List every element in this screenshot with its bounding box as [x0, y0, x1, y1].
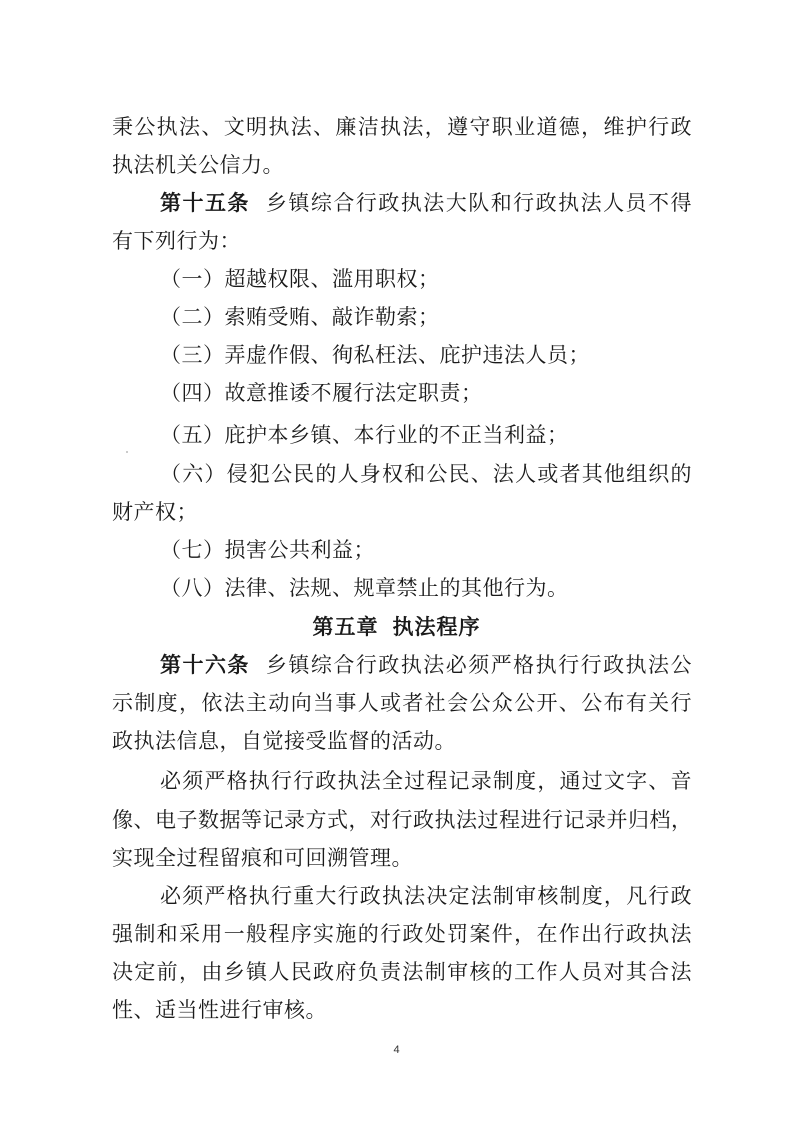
- paragraph-line: 有下列行为：: [112, 229, 241, 253]
- paragraph-line: 示制度，依法主动向当事人或者社会公众公开、公布有关行: [112, 691, 692, 715]
- list-item-continued: 财产权；: [112, 500, 198, 524]
- list-item: （二）索贿受贿、敲诈勒索；: [160, 305, 440, 329]
- paragraph-line: 政执法信息，自觉接受监督的活动。: [112, 729, 456, 753]
- paragraph-line: 执法机关公信力。: [112, 153, 284, 177]
- paragraph-line: 实现全过程留痕和可回溯管理。: [112, 846, 413, 870]
- article-16-line: [160, 650, 692, 680]
- article-number: 第十六条: [160, 653, 250, 677]
- paragraph-line: 必须严格执行重大行政执法决定法制审核制度，凡行政: [160, 884, 692, 908]
- paragraph-line: 必须严格执行行政执法全过程记录制度，通过文字、音: [160, 769, 692, 793]
- article-number: 第十五条: [160, 191, 250, 215]
- chapter-heading: [0, 612, 793, 642]
- list-item: （五）庇护本乡镇、本行业的不正当利益；: [160, 423, 569, 447]
- article-text: 乡镇综合行政执法大队和行政执法人员不得: [265, 191, 693, 215]
- page-number: 4: [393, 1044, 400, 1056]
- list-item: （三）弄虚作假、徇私枉法、庇护违法人员；: [160, 343, 590, 367]
- paragraph-line: 强制和采用一般程序实施的行政处罚案件，在作出行政执法: [112, 922, 692, 946]
- chapter-number: 第五章: [312, 615, 379, 639]
- list-item: （一）超越权限、滥用职权；: [160, 267, 440, 291]
- chapter-title: 执法程序: [392, 615, 481, 639]
- paragraph-line: 决定前，由乡镇人民政府负责法制审核的工作人员对其合法: [112, 960, 692, 984]
- paragraph-line: 性、适当性进行审核。: [112, 998, 327, 1022]
- scan-speck: [126, 451, 128, 453]
- list-item: （七）损害公共利益；: [160, 538, 375, 562]
- paragraph-line: 像、电子数据等记录方式，对行政执法过程进行记录并归档，: [112, 808, 693, 832]
- list-item: （八）法律、法规、规章禁止的其他行为。: [160, 576, 569, 600]
- list-item: （四）故意推诿不履行法定职责；: [160, 381, 483, 405]
- article-text: 乡镇综合行政执法必须严格执行行政执法公: [265, 653, 693, 677]
- paragraph-line: 秉公执法、文明执法、廉洁执法，遵守职业道德，维护行政: [112, 115, 692, 139]
- article-15-line: [160, 188, 692, 218]
- list-item: （六）侵犯公民的人身权和公民、法人或者其他组织的: [160, 462, 692, 486]
